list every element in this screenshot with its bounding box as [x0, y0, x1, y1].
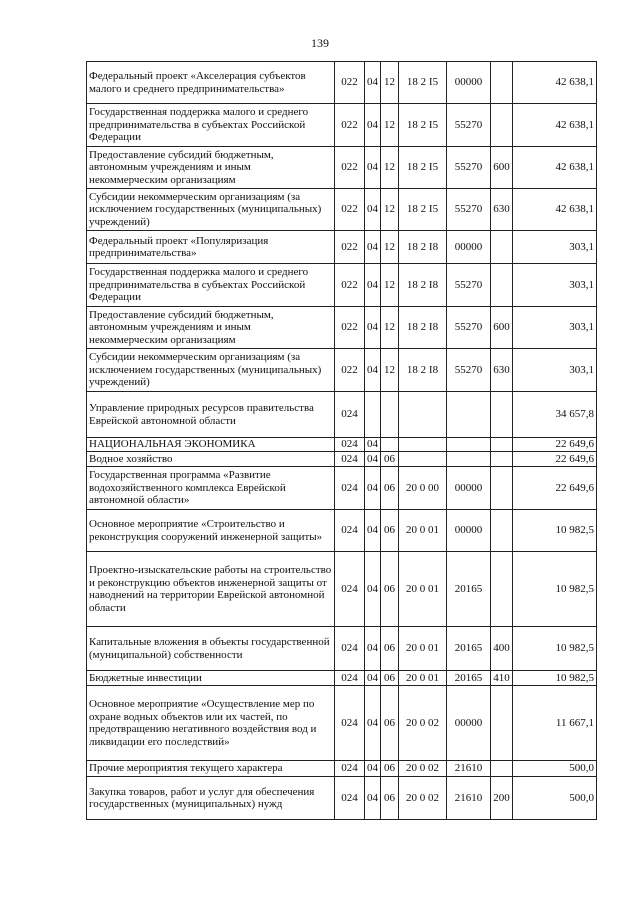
program-code-cell: 18 2 I8 [399, 349, 447, 392]
row-name-cell: Государственная программа «Развитие водохозяйственного комплекса Еврейской автономной области» [87, 467, 335, 510]
admin-code-cell: 024 [335, 686, 365, 761]
section-code-cell: 04 [365, 467, 381, 510]
direction-code-cell [447, 392, 491, 438]
section-code-cell: 04 [365, 349, 381, 392]
subsection-code-cell [381, 438, 399, 452]
subsection-code-cell: 06 [381, 761, 399, 777]
expense-type-cell [491, 510, 513, 552]
row-name-cell: Управление природных ресурсов правительства Еврейской автономной области [87, 392, 335, 438]
subsection-code-cell: 06 [381, 671, 399, 686]
table-row [87, 467, 597, 510]
row-name-cell: Субсидии некоммерческим организациям (за исключением государственных (муниципальных) учреждений) [87, 189, 335, 231]
table-row [87, 62, 597, 104]
direction-code-cell: 55270 [447, 189, 491, 231]
row-name-cell: НАЦИОНАЛЬНАЯ ЭКОНОМИКА [87, 438, 335, 452]
program-code-cell: 18 2 I5 [399, 62, 447, 104]
section-code-cell: 04 [365, 189, 381, 231]
row-name-cell: Федеральный проект «Акселерация субъектов малого и среднего предпринимательства» [87, 62, 335, 104]
expense-type-cell: 200 [491, 777, 513, 820]
table-row [87, 686, 597, 761]
amount-cell: 42 638,1 [513, 147, 597, 189]
row-name-cell: Предоставление субсидий бюджетным, автономным учреждениям и иным некоммерческим организациям [87, 147, 335, 189]
table-row [87, 104, 597, 147]
section-code-cell: 04 [365, 627, 381, 671]
row-name-cell: Бюджетные инвестиции [87, 671, 335, 686]
section-code-cell: 04 [365, 510, 381, 552]
direction-code-cell: 00000 [447, 467, 491, 510]
section-code-cell: 04 [365, 231, 381, 264]
expense-type-cell [491, 438, 513, 452]
program-code-cell: 18 2 I8 [399, 264, 447, 307]
table-row [87, 761, 597, 777]
row-name-cell: Закупка товаров, работ и услуг для обеспечения государственных (муниципальных) нужд [87, 777, 335, 820]
section-code-cell: 04 [365, 777, 381, 820]
row-name-cell: Федеральный проект «Популяризация предпринимательства» [87, 231, 335, 264]
direction-code-cell: 00000 [447, 510, 491, 552]
direction-code-cell: 00000 [447, 231, 491, 264]
section-code-cell: 04 [365, 761, 381, 777]
amount-cell: 22 649,6 [513, 452, 597, 467]
amount-cell: 10 982,5 [513, 510, 597, 552]
expense-type-cell [491, 686, 513, 761]
section-code-cell: 04 [365, 147, 381, 189]
row-name-cell: Предоставление субсидий бюджетным, автономным учреждениям и иным некоммерческим организациям [87, 307, 335, 349]
admin-code-cell: 022 [335, 231, 365, 264]
budget-table [86, 61, 597, 820]
amount-cell: 303,1 [513, 349, 597, 392]
table-row [87, 627, 597, 671]
subsection-code-cell: 12 [381, 349, 399, 392]
subsection-code-cell: 12 [381, 147, 399, 189]
program-code-cell: 20 0 00 [399, 467, 447, 510]
table-row [87, 438, 597, 452]
subsection-code-cell: 12 [381, 264, 399, 307]
expense-type-cell: 630 [491, 349, 513, 392]
amount-cell: 500,0 [513, 777, 597, 820]
table-row [87, 510, 597, 552]
section-code-cell: 04 [365, 307, 381, 349]
section-code-cell [365, 392, 381, 438]
section-code-cell: 04 [365, 452, 381, 467]
table-row [87, 307, 597, 349]
amount-cell: 42 638,1 [513, 62, 597, 104]
amount-cell: 11 667,1 [513, 686, 597, 761]
subsection-code-cell: 12 [381, 104, 399, 147]
admin-code-cell: 024 [335, 467, 365, 510]
direction-code-cell [447, 452, 491, 467]
section-code-cell: 04 [365, 671, 381, 686]
table-row [87, 264, 597, 307]
direction-code-cell: 20165 [447, 552, 491, 627]
amount-cell: 34 657,8 [513, 392, 597, 438]
admin-code-cell: 022 [335, 349, 365, 392]
program-code-cell: 20 0 01 [399, 510, 447, 552]
admin-code-cell: 024 [335, 552, 365, 627]
table-row [87, 392, 597, 438]
program-code-cell: 18 2 I5 [399, 147, 447, 189]
admin-code-cell: 024 [335, 392, 365, 438]
direction-code-cell: 55270 [447, 264, 491, 307]
admin-code-cell: 022 [335, 147, 365, 189]
row-name-cell: Государственная поддержка малого и среднего предпринимательства в субъектах Российской Федерации [87, 104, 335, 147]
expense-type-cell: 400 [491, 627, 513, 671]
direction-code-cell: 55270 [447, 349, 491, 392]
subsection-code-cell: 12 [381, 189, 399, 231]
expense-type-cell [491, 264, 513, 307]
amount-cell: 42 638,1 [513, 189, 597, 231]
row-name-cell: Государственная поддержка малого и среднего предпринимательства в субъектах Российской Федерации [87, 264, 335, 307]
subsection-code-cell: 06 [381, 627, 399, 671]
subsection-code-cell: 12 [381, 62, 399, 104]
direction-code-cell: 55270 [447, 147, 491, 189]
table-row [87, 189, 597, 231]
subsection-code-cell: 06 [381, 777, 399, 820]
row-name-cell: Субсидии некоммерческим организациям (за исключением государственных (муниципальных) учреждений) [87, 349, 335, 392]
program-code-cell: 20 0 02 [399, 761, 447, 777]
section-code-cell: 04 [365, 552, 381, 627]
program-code-cell: 18 2 I8 [399, 307, 447, 349]
table-row [87, 231, 597, 264]
admin-code-cell: 022 [335, 62, 365, 104]
admin-code-cell: 022 [335, 307, 365, 349]
direction-code-cell: 00000 [447, 62, 491, 104]
admin-code-cell: 024 [335, 777, 365, 820]
admin-code-cell: 024 [335, 452, 365, 467]
program-code-cell [399, 438, 447, 452]
expense-type-cell: 410 [491, 671, 513, 686]
row-name-cell: Капитальные вложения в объекты государственной (муниципальной) собственности [87, 627, 335, 671]
amount-cell: 10 982,5 [513, 627, 597, 671]
row-name-cell: Прочие мероприятия текущего характера [87, 761, 335, 777]
subsection-code-cell: 06 [381, 552, 399, 627]
amount-cell: 303,1 [513, 307, 597, 349]
subsection-code-cell: 06 [381, 467, 399, 510]
subsection-code-cell [381, 392, 399, 438]
table-row [87, 147, 597, 189]
row-name-cell: Основное мероприятие «Осуществление мер по охране водных объектов или их частей, по предотвращению негативного воздействия вод и ликвидации его последствий» [87, 686, 335, 761]
direction-code-cell: 00000 [447, 686, 491, 761]
section-code-cell: 04 [365, 264, 381, 307]
table-row [87, 349, 597, 392]
program-code-cell: 18 2 I5 [399, 189, 447, 231]
admin-code-cell: 022 [335, 189, 365, 231]
direction-code-cell: 55270 [447, 307, 491, 349]
direction-code-cell [447, 438, 491, 452]
amount-cell: 22 649,6 [513, 467, 597, 510]
section-code-cell: 04 [365, 438, 381, 452]
admin-code-cell: 024 [335, 627, 365, 671]
amount-cell: 22 649,6 [513, 438, 597, 452]
expense-type-cell [491, 392, 513, 438]
table-row [87, 552, 597, 627]
expense-type-cell [491, 62, 513, 104]
budget-table-body [87, 62, 597, 820]
direction-code-cell: 21610 [447, 777, 491, 820]
amount-cell: 500,0 [513, 761, 597, 777]
admin-code-cell: 024 [335, 510, 365, 552]
direction-code-cell: 55270 [447, 104, 491, 147]
amount-cell: 10 982,5 [513, 671, 597, 686]
row-name-cell: Водное хозяйство [87, 452, 335, 467]
direction-code-cell: 20165 [447, 627, 491, 671]
program-code-cell: 20 0 01 [399, 552, 447, 627]
expense-type-cell [491, 231, 513, 264]
amount-cell: 303,1 [513, 264, 597, 307]
program-code-cell: 20 0 01 [399, 671, 447, 686]
expense-type-cell [491, 552, 513, 627]
expense-type-cell [491, 761, 513, 777]
section-code-cell: 04 [365, 686, 381, 761]
expense-type-cell: 600 [491, 147, 513, 189]
admin-code-cell: 024 [335, 671, 365, 686]
admin-code-cell: 024 [335, 438, 365, 452]
program-code-cell: 18 2 I5 [399, 104, 447, 147]
page-number: 139 [311, 36, 329, 50]
amount-cell: 303,1 [513, 231, 597, 264]
table-row [87, 777, 597, 820]
expense-type-cell [491, 452, 513, 467]
expense-type-cell [491, 104, 513, 147]
program-code-cell: 20 0 02 [399, 777, 447, 820]
row-name-cell: Проектно-изыскательские работы на строительство и реконструкцию объектов инженерной защиты от наводнений на территории Еврейской автономной области [87, 552, 335, 627]
table-row [87, 671, 597, 686]
table-row [87, 452, 597, 467]
subsection-code-cell: 06 [381, 452, 399, 467]
program-code-cell [399, 452, 447, 467]
direction-code-cell: 21610 [447, 761, 491, 777]
row-name-cell: Основное мероприятие «Строительство и реконструкция сооружений инженерной защиты» [87, 510, 335, 552]
expense-type-cell [491, 467, 513, 510]
amount-cell: 42 638,1 [513, 104, 597, 147]
program-code-cell: 18 2 I8 [399, 231, 447, 264]
admin-code-cell: 022 [335, 104, 365, 147]
section-code-cell: 04 [365, 62, 381, 104]
program-code-cell: 20 0 01 [399, 627, 447, 671]
admin-code-cell: 022 [335, 264, 365, 307]
amount-cell: 10 982,5 [513, 552, 597, 627]
subsection-code-cell: 12 [381, 231, 399, 264]
subsection-code-cell: 12 [381, 307, 399, 349]
expense-type-cell: 600 [491, 307, 513, 349]
section-code-cell: 04 [365, 104, 381, 147]
expense-type-cell: 630 [491, 189, 513, 231]
program-code-cell [399, 392, 447, 438]
program-code-cell: 20 0 02 [399, 686, 447, 761]
admin-code-cell: 024 [335, 761, 365, 777]
subsection-code-cell: 06 [381, 510, 399, 552]
direction-code-cell: 20165 [447, 671, 491, 686]
subsection-code-cell: 06 [381, 686, 399, 761]
